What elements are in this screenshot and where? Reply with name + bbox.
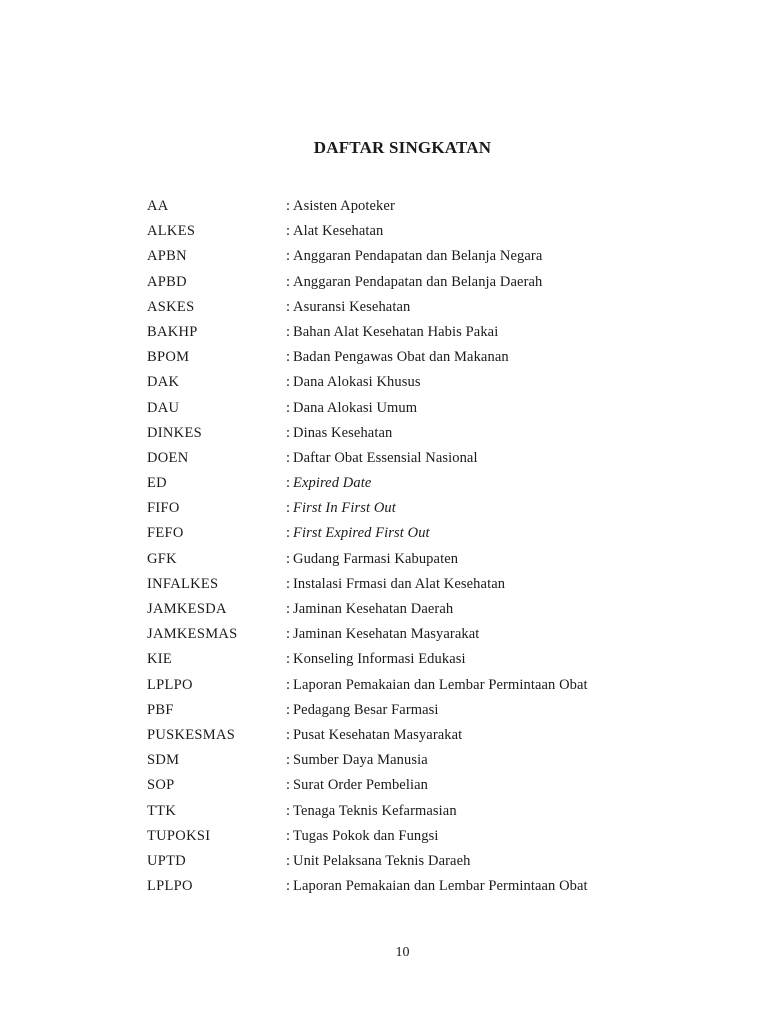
separator: : bbox=[286, 802, 291, 819]
abbreviation-term: FEFO bbox=[147, 525, 184, 542]
separator: : bbox=[286, 374, 291, 391]
separator: : bbox=[286, 626, 291, 643]
abbreviation-definition: Badan Pengawas Obat dan Makanan bbox=[293, 349, 509, 366]
abbreviation-row bbox=[147, 421, 647, 446]
abbreviation-term: SOP bbox=[147, 777, 175, 794]
abbreviation-definition: Expired Date bbox=[293, 475, 372, 492]
abbreviation-term: DAK bbox=[147, 374, 180, 391]
abbreviation-definition: Jaminan Kesehatan Daerah bbox=[293, 601, 454, 617]
abbreviation-term: KIE bbox=[147, 651, 173, 668]
separator: : bbox=[286, 575, 291, 592]
abbreviation-term: BAKHP bbox=[147, 323, 198, 340]
abbreviation-row bbox=[147, 647, 647, 672]
abbreviation-row bbox=[147, 773, 647, 798]
separator: : bbox=[286, 852, 291, 869]
abbreviation-term: APBD bbox=[147, 273, 187, 290]
abbreviation-row bbox=[147, 295, 647, 320]
separator: : bbox=[286, 223, 291, 240]
abbreviation-definition: Sumber Daya Manusia bbox=[293, 752, 428, 769]
abbreviation-row bbox=[147, 547, 647, 572]
separator: : bbox=[286, 777, 291, 794]
abbreviation-definition: Konseling Informasi Edukasi bbox=[293, 651, 466, 668]
separator: : bbox=[286, 349, 291, 366]
abbreviation-definition: Dana Alokasi Umum bbox=[293, 399, 418, 416]
abbreviation-term: ED bbox=[147, 475, 167, 492]
abbreviation-term: DINKES bbox=[147, 424, 202, 441]
abbreviation-definition: Pedagang Besar Farmasi bbox=[293, 701, 439, 718]
abbreviation-row bbox=[147, 396, 647, 421]
abbreviation-row bbox=[147, 698, 647, 723]
abbreviation-row bbox=[147, 370, 647, 395]
abbreviation-definition: Dinas Kesehatan bbox=[293, 424, 393, 441]
abbreviation-row bbox=[147, 219, 647, 244]
abbreviation-term: APBN bbox=[147, 248, 187, 265]
abbreviation-term: JAMKESDA bbox=[147, 601, 227, 617]
separator: : bbox=[286, 550, 291, 567]
abbreviation-term: PUSKESMAS bbox=[147, 726, 236, 743]
abbreviation-row bbox=[147, 673, 647, 698]
separator: : bbox=[286, 248, 291, 265]
abbreviation-row bbox=[147, 446, 647, 471]
abbreviation-definition: Instalasi Frmasi dan Alat Kesehatan bbox=[293, 575, 506, 592]
abbreviation-term: AA bbox=[147, 198, 169, 214]
separator: : bbox=[286, 878, 291, 895]
abbreviation-row bbox=[147, 874, 647, 899]
separator: : bbox=[286, 424, 291, 441]
abbreviation-row bbox=[147, 622, 647, 647]
separator: : bbox=[286, 726, 291, 743]
abbreviation-term: LPLPO bbox=[147, 676, 193, 693]
separator: : bbox=[286, 651, 291, 668]
abbreviation-definition: Gudang Farmasi Kabupaten bbox=[293, 550, 459, 567]
separator: : bbox=[286, 676, 291, 693]
abbreviation-definition: First Expired First Out bbox=[293, 525, 430, 542]
abbreviation-definition: Tenaga Teknis Kefarmasian bbox=[293, 802, 457, 819]
abbreviation-row bbox=[147, 849, 647, 874]
abbreviation-definition: First In First Out bbox=[293, 500, 396, 517]
abbreviation-row bbox=[147, 270, 647, 295]
separator: : bbox=[286, 273, 291, 290]
abbreviation-row bbox=[147, 521, 647, 546]
abbreviation-term: BPOM bbox=[147, 349, 190, 366]
abbreviation-term: DOEN bbox=[147, 449, 189, 466]
abbreviation-list bbox=[147, 194, 647, 899]
separator: : bbox=[286, 525, 291, 542]
abbreviation-row bbox=[147, 723, 647, 748]
separator: : bbox=[286, 475, 291, 492]
abbreviation-definition: Laporan Pemakaian dan Lembar Permintaan Obat bbox=[293, 878, 588, 895]
abbreviation-definition: Asuransi Kesehatan bbox=[293, 298, 411, 315]
abbreviation-term: FIFO bbox=[147, 500, 180, 517]
abbreviation-term: ALKES bbox=[147, 223, 196, 240]
abbreviation-definition: Bahan Alat Kesehatan Habis Pakai bbox=[293, 323, 499, 340]
abbreviation-definition: Jaminan Kesehatan Masyarakat bbox=[293, 626, 480, 643]
abbreviation-row bbox=[147, 572, 647, 597]
separator: : bbox=[286, 701, 291, 718]
abbreviation-row bbox=[147, 597, 647, 622]
separator: : bbox=[286, 752, 291, 769]
separator: : bbox=[286, 323, 291, 340]
abbreviation-term: PBF bbox=[147, 701, 174, 718]
abbreviation-definition: Dana Alokasi Khusus bbox=[293, 374, 421, 391]
abbreviation-row bbox=[147, 320, 647, 345]
page-title: DAFTAR SINGKATAN bbox=[313, 138, 492, 157]
abbreviation-row bbox=[147, 471, 647, 496]
separator: : bbox=[286, 827, 291, 844]
abbreviation-definition: Asisten Apoteker bbox=[293, 198, 395, 214]
abbreviation-term: LPLPO bbox=[147, 878, 193, 895]
abbreviation-definition: Tugas Pokok dan Fungsi bbox=[293, 827, 439, 844]
abbreviation-definition: Pusat Kesehatan Masyarakat bbox=[293, 726, 463, 743]
abbreviation-definition: Anggaran Pendapatan dan Belanja Negara bbox=[293, 248, 543, 265]
abbreviation-term: JAMKESMAS bbox=[147, 626, 238, 643]
abbreviation-definition: Anggaran Pendapatan dan Belanja Daerah bbox=[293, 273, 543, 290]
abbreviation-row bbox=[147, 194, 647, 219]
abbreviation-term: INFALKES bbox=[147, 575, 219, 592]
abbreviation-term: GFK bbox=[147, 550, 177, 567]
abbreviation-term: TUPOKSI bbox=[147, 827, 211, 844]
abbreviation-row bbox=[147, 496, 647, 521]
abbreviation-row bbox=[147, 799, 647, 824]
separator: : bbox=[286, 601, 291, 617]
abbreviation-definition: Laporan Pemakaian dan Lembar Permintaan Obat bbox=[293, 676, 588, 693]
abbreviation-row bbox=[147, 345, 647, 370]
separator: : bbox=[286, 500, 291, 517]
abbreviation-definition: Unit Pelaksana Teknis Daraeh bbox=[293, 852, 471, 869]
abbreviation-term: TTK bbox=[147, 802, 177, 819]
separator: : bbox=[286, 449, 291, 466]
separator: : bbox=[286, 399, 291, 416]
abbreviation-row bbox=[147, 748, 647, 773]
abbreviation-definition: Daftar Obat Essensial Nasional bbox=[293, 449, 478, 466]
abbreviation-term: ASKES bbox=[147, 298, 195, 315]
separator: : bbox=[286, 198, 291, 214]
abbreviation-row bbox=[147, 824, 647, 849]
abbreviation-term: SDM bbox=[147, 752, 180, 769]
page-number: 10 bbox=[395, 945, 410, 960]
abbreviation-definition: Alat Kesehatan bbox=[293, 223, 384, 240]
abbreviation-term: UPTD bbox=[147, 852, 187, 869]
abbreviation-row bbox=[147, 244, 647, 269]
separator: : bbox=[286, 298, 291, 315]
abbreviation-definition: Surat Order Pembelian bbox=[293, 777, 428, 794]
abbreviation-term: DAU bbox=[147, 399, 180, 416]
